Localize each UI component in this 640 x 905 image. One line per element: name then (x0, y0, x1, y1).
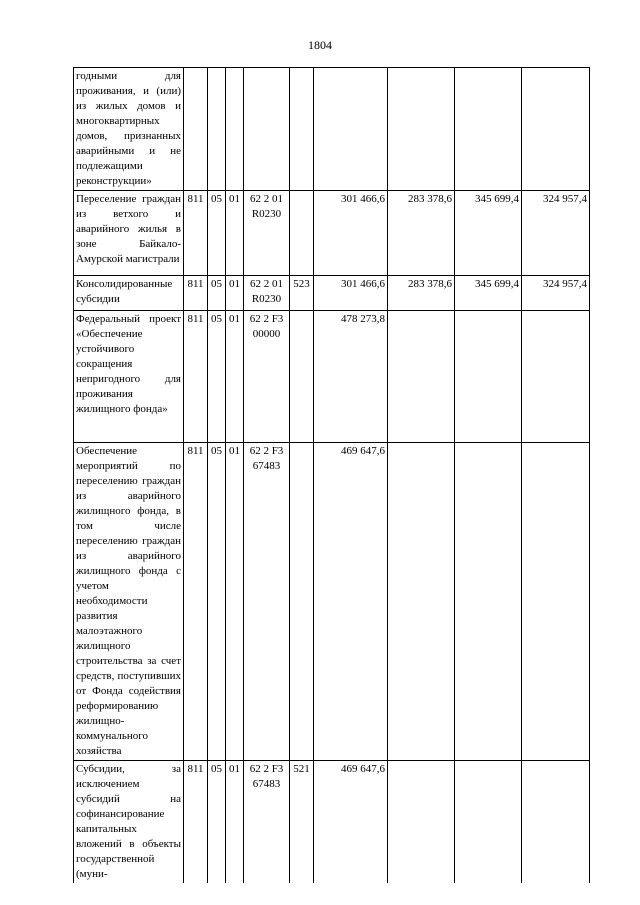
cell-rz: 05 (208, 443, 226, 761)
cell-value-1: 469 647,6 (314, 761, 388, 884)
cell-value-3: 345 699,4 (455, 276, 522, 311)
row-name: Переселение граждан из ветхого и аварийного жилья в зоне Байкало-Амурской магистрали (74, 191, 184, 276)
cell-value-4: 324 957,4 (522, 276, 590, 311)
cell-pr: 01 (226, 276, 244, 311)
cell-value-2: 283 378,6 (388, 191, 455, 276)
table-row (74, 276, 590, 311)
cell-vr (290, 68, 314, 191)
cell-gr: 811 (184, 443, 208, 761)
cell-vr: 521 (290, 761, 314, 884)
row-name: Субсидии, за исключением субсидий на софинансирование капитальных вложений в объекты государственной (муни- (74, 761, 184, 884)
cell-value-3: 345 699,4 (455, 191, 522, 276)
cell-csr: 62 2 F3 67483 (244, 443, 290, 761)
cell-vr (290, 311, 314, 443)
table-row (74, 761, 590, 884)
cell-csr: 62 2 01 R0230 (244, 191, 290, 276)
cell-value-2 (388, 443, 455, 761)
cell-pr: 01 (226, 443, 244, 761)
budget-table (73, 67, 590, 883)
cell-csr (244, 68, 290, 191)
cell-value-1: 301 466,6 (314, 191, 388, 276)
table-row (74, 443, 590, 761)
cell-value-1: 478 273,8 (314, 311, 388, 443)
cell-value-1: 469 647,6 (314, 443, 388, 761)
cell-pr: 01 (226, 191, 244, 276)
cell-value-2 (388, 761, 455, 884)
row-name: Обеспечение мероприятий по переселению граждан из аварийного жилищного фонда, в том числе переселению граждан из аварийного жилищного фонда с учетом необходимости развития малоэтажного жилищного строительства за счет средств, поступивших от Фонда содействия реформированию жилищно-коммунального хозяйства (74, 443, 184, 761)
table-row (74, 191, 590, 276)
cell-rz: 05 (208, 276, 226, 311)
table-row (74, 311, 590, 443)
row-name: годными для проживания, и (или) из жилых домов и многоквартирных домов, признанных аварийными и не подлежащими реконструкции» (74, 68, 184, 191)
cell-csr: 62 2 F3 00000 (244, 311, 290, 443)
cell-gr: 811 (184, 311, 208, 443)
cell-gr: 811 (184, 191, 208, 276)
cell-gr: 811 (184, 761, 208, 884)
cell-value-4 (522, 311, 590, 443)
cell-pr: 01 (226, 311, 244, 443)
cell-rz: 05 (208, 311, 226, 443)
page-number: 1804 (308, 38, 332, 52)
cell-value-2: 283 378,6 (388, 276, 455, 311)
cell-vr (290, 443, 314, 761)
cell-value-1 (314, 68, 388, 191)
row-name: Федеральный проект «Обеспечение устойчивого сокращения непригодного для проживания жилищного фонда» (74, 311, 184, 443)
cell-vr: 523 (290, 276, 314, 311)
cell-value-3 (455, 68, 522, 191)
cell-rz: 05 (208, 191, 226, 276)
cell-gr (184, 68, 208, 191)
cell-value-4 (522, 68, 590, 191)
cell-value-2 (388, 311, 455, 443)
cell-gr: 811 (184, 276, 208, 311)
cell-value-4 (522, 761, 590, 884)
cell-csr: 62 2 01 R0230 (244, 276, 290, 311)
cell-csr: 62 2 F3 67483 (244, 761, 290, 884)
table-row (74, 68, 590, 191)
cell-rz (208, 68, 226, 191)
cell-value-2 (388, 68, 455, 191)
cell-pr (226, 68, 244, 191)
cell-value-3 (455, 311, 522, 443)
cell-value-4: 324 957,4 (522, 191, 590, 276)
cell-pr: 01 (226, 761, 244, 884)
cell-value-3 (455, 761, 522, 884)
cell-rz: 05 (208, 761, 226, 884)
cell-value-3 (455, 443, 522, 761)
cell-vr (290, 191, 314, 276)
cell-value-4 (522, 443, 590, 761)
cell-value-1: 301 466,6 (314, 276, 388, 311)
row-name: Консолидированные субсидии (74, 276, 184, 311)
